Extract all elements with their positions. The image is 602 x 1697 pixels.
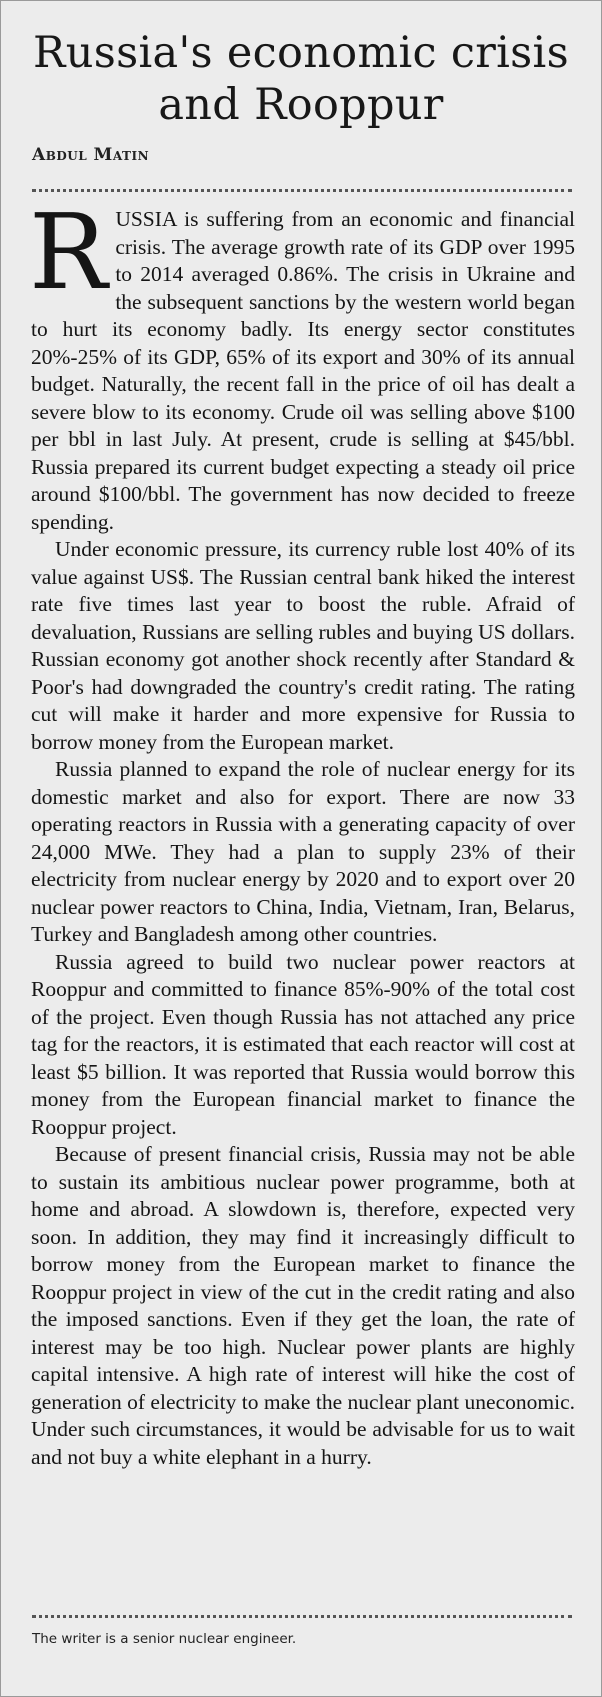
byline: Abdul Matin bbox=[32, 145, 150, 165]
paragraph: Because of present financial crisis, Russia may not be able to sustain its ambitious nuclear power programme, both at home and abroad. A slowdown is, therefore, expected very soon. In addition, they may find it increasingly difficult to borrow money from the European market to finance the Rooppur project in view of the cut in the credit rating and also the imposed sanctions. Even if they get the loan, the rate of interest may be too high. Nuclear power plants are highly capital intensive. A high rate of interest will hike the cost of generation of electricity to make the nuclear plant uneconomic. Under such circumstances, it would be advisable for us to wait and not buy a white elephant in a hurry. bbox=[31, 1142, 575, 1469]
article-body bbox=[29, 191, 575, 1471]
author-footnote: The writer is a senior nuclear engineer. bbox=[32, 1631, 297, 1647]
bottom-dotted-divider bbox=[32, 1615, 572, 1618]
drop-cap: R bbox=[29, 191, 108, 313]
paragraph: Russia agreed to build two nuclear power reactors at Rooppur and committed to finance 85%-90% of the total cost of the project. Even though Russia has not attached any price tag for the reactors, it is estimated that each reactor will cost at least $5 billion. It was reported that Russia would borrow this money from the European financial market to finance the Rooppur project. bbox=[31, 949, 575, 1139]
headline: Russia's economic crisis and Rooppur bbox=[33, 28, 569, 130]
paragraph: Russia planned to expand the role of nuclear energy for its domestic market and also for export. There are now 33 operating reactors in Russia with a generating capacity of over 24,000 MWe. They had a plan to supply 23% of their electricity from nuclear energy by 2020 and to export over 20 nuclear power reactors to China, India, Vietnam, Iran, Belarus, Turkey and Bangladesh among other countries. bbox=[31, 757, 575, 946]
top-dotted-divider bbox=[32, 189, 572, 192]
paragraph bbox=[29, 191, 575, 536]
paragraph-text: USSIA is suffering from an economic and financial crisis. The average growth rate of its GDP over 1995 to 2014 averaged 0.86%. The crisis in Ukraine and the subsequent sanctions by the western world began to hurt its economy badly. Its energy sector constitutes 20%-25% of its GDP, 65% of its export and 30% of its annual budget. Naturally, the recent fall in the price of oil has dealt a severe blow to its economy. Crude oil was selling above $100 per bbl in last July. At present, crude is selling at $45/bbl. Russia prepared its current budget expecting a steady oil price around $100/bbl. The government has now decided to freeze spending. bbox=[31, 207, 575, 534]
paragraph: Under economic pressure, its currency ruble lost 40% of its value against US$. The Russian central bank hiked the interest rate five times last year to boost the ruble. Afraid of devaluation, Russians are selling rubles and buying US dollars. Russian economy got another shock recently after Standard & Poor's had downgraded the country's credit rating. The rating cut will make it harder and more expensive for Russia to borrow money from the European market. bbox=[31, 537, 575, 754]
